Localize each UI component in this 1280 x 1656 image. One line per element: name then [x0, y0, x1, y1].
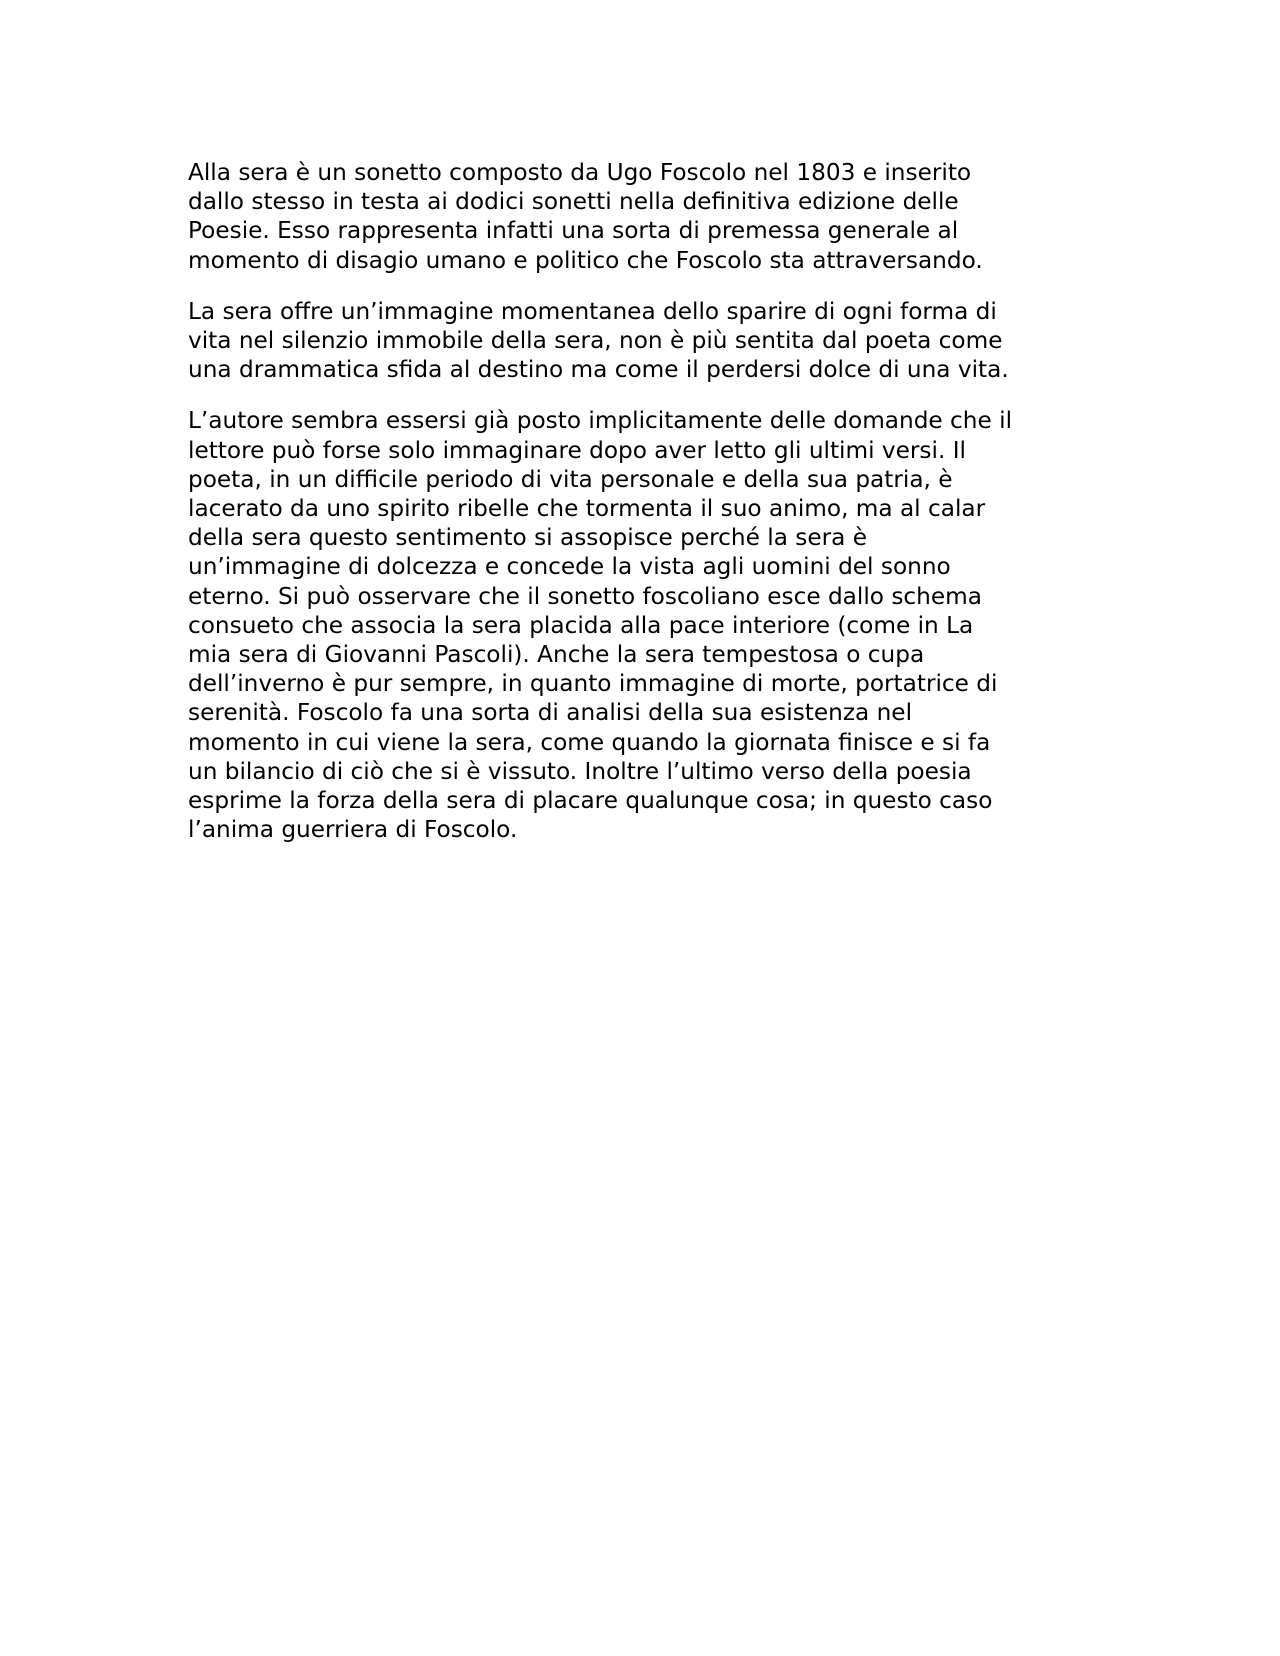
text-line: esprime la forza della sera di placare qualunque cosa; in questo caso [188, 787, 993, 815]
text-line: momento di disagio umano e politico che Foscolo sta attraversando. [188, 246, 983, 274]
text-line: della sera questo sentimento si assopisce perché la sera è [188, 524, 868, 552]
paragraph-evening-image [188, 297, 1088, 385]
text-line: La sera offre un’immagine momentanea dello sparire di ogni forma di [188, 297, 997, 325]
text-line: lettore può forse solo immaginare dopo aver letto gli ultimi versi. Il [188, 436, 966, 464]
text-line: momento in cui viene la sera, come quando la giornata finisce e si fa [188, 728, 991, 756]
text-line: un bilancio di ciò che si è vissuto. Inoltre l’ultimo verso della poesia [188, 757, 972, 785]
text-line: dallo stesso in testa ai dodici sonetti nella definitiva edizione delle [188, 188, 959, 216]
paragraph-intro [188, 158, 1088, 275]
text-line: poeta, in un difficile periodo di vita personale e della sua patria, è [188, 465, 953, 493]
text-line: lacerato da uno spirito ribelle che tormenta il suo animo, ma al calar [188, 495, 986, 523]
text-line: consueto che associa la sera placida alla pace interiore (come in La [188, 611, 974, 639]
text-line: eterno. Si può osservare che il sonetto foscoliano esce dallo schema [188, 582, 982, 610]
text-line: una drammatica sfida al destino ma come il perdersi dolce di una vita. [188, 356, 1009, 384]
document-body [188, 158, 1088, 866]
text-line: vita nel silenzio immobile della sera, non è più sentita dal poeta come [188, 327, 1003, 355]
text-line: l’anima guerriera di Foscolo. [188, 816, 518, 844]
paragraph-analysis [188, 406, 1088, 844]
text-line: mia sera di Giovanni Pascoli). Anche la sera tempestosa o cupa [188, 641, 925, 669]
text-line: serenità. Foscolo fa una sorta di analisi della sua esistenza nel [188, 699, 913, 727]
text-line: dell’inverno è pur sempre, in quanto immagine di morte, portatrice di [188, 670, 998, 698]
text-line: Alla sera è un sonetto composto da Ugo Foscolo nel 1803 e inserito [188, 159, 972, 186]
text-line: un’immagine di dolcezza e concede la vista agli uomini del sonno [188, 553, 951, 581]
text-line: Poesie. Esso rappresenta infatti una sorta di premessa generale al [188, 217, 959, 245]
text-line: L’autore sembra essersi già posto implicitamente delle domande che il [188, 407, 1013, 435]
